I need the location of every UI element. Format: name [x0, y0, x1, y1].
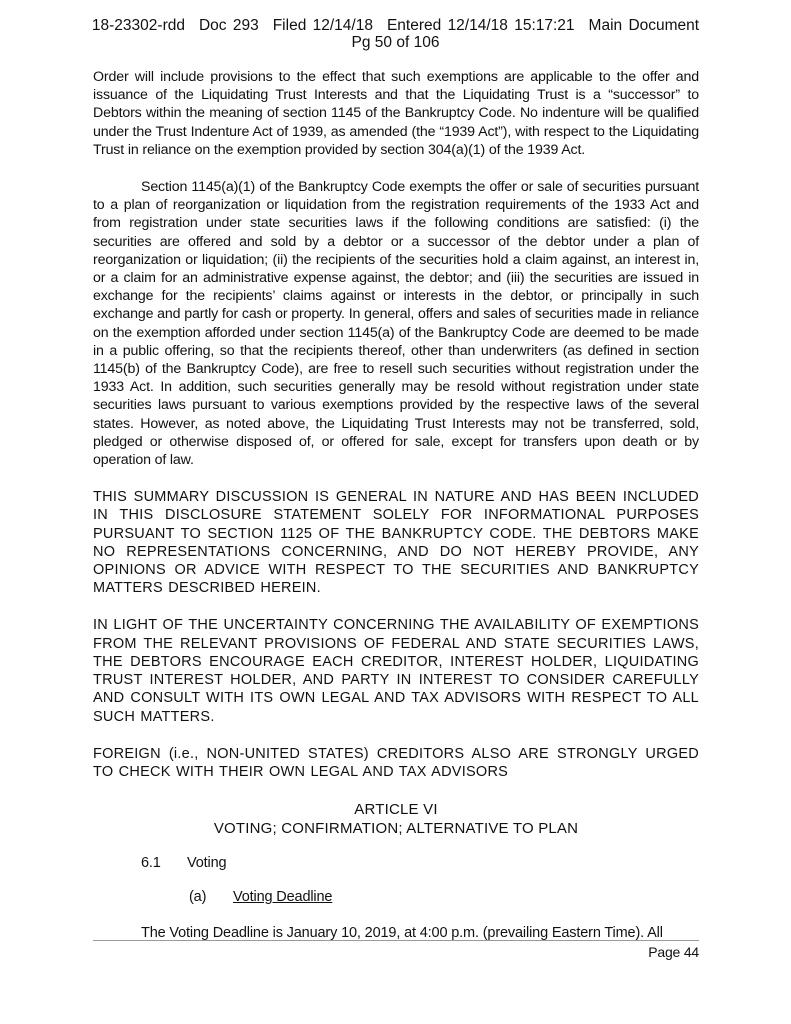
section-title: Voting	[187, 855, 227, 872]
section-heading	[93, 854, 699, 872]
disclaimer-foreign-creditors: FOREIGN (i.e., NON-UNITED STATES) CREDITORS ALSO ARE STRONGLY URGED TO CHECK WITH THEIR OWN LEGAL AND TAX ADVISORS	[93, 745, 699, 780]
paragraph-voting-deadline: The Voting Deadline is January 10, 2019, at 4:00 p.m. (prevailing Eastern Time). All	[141, 924, 663, 941]
disclaimer-summary: THIS SUMMARY DISCUSSION IS GENERAL IN NATURE AND HAS BEEN INCLUDED IN THIS DISCLOSURE STATEMENT SOLELY FOR INFORMATIONAL PURPOSES PURSUANT TO SECTION 1125 OF THE BANKRUPTCY CODE. THE DEBTORS MAKE NO REPRESENTATIONS CONCERNING, AND DO NOT HEREBY PROVIDE, ANY OPINIONS OR ADVICE WITH RESPECT TO THE SECURITIES AND BANKRUPTCY MATTERS DESCRIBED HEREIN.	[93, 489, 699, 597]
article-title: VOTING; CONFIRMATION; ALTERNATIVE TO PLAN	[213, 820, 579, 838]
doc-number: Doc 293	[198, 17, 259, 34]
docket-header	[0, 17, 791, 51]
article-label: ARTICLE VI	[354, 801, 438, 819]
page-body	[93, 68, 699, 942]
entered-date: Entered 12/14/18 15:17:21	[386, 17, 575, 34]
paragraph-section-1145: Section 1145(a)(1) of the Bankruptcy Code exempts the offer or sale of securities pursuant to a plan of reorganization or liquidation from the registration requirements of the 1933 Act and from registration under state securities laws if the following conditions are satisfied: (i) the securities are offered and sold by a debtor or a successor of the debtor under a plan of reorganization or liquidation; (ii) the recipients of the securities hold a claim against, an interest in, or a claim for an administrative expense against, the debtor; and (iii) the securities are issued in exchange for the recipients’ claims against or interests in the debtor, or principally in such exchange and partly for cash or property. In general, offers and sales of securities made in reliance on the exemption afforded under section 1145(a) of the Bankruptcy Code are deemed to be made in a public offering, so that the recipients thereof, other than underwriters (as defined in section 1145(b) of the Bankruptcy Code), are free to resell such securities without registration under the 1933 Act. In addition, such securities generally may be resold without registration under state securities laws pursuant to various exemptions provided by the respective laws of the several states. However, as noted above, the Liquidating Trust Interests may not be transferred, sold, pledged or otherwise disposed of, or offered for sale, except for transfers upon death or by operation of law.	[93, 179, 699, 469]
subsection-title: Voting Deadline	[233, 889, 333, 906]
page-number: Page 44	[648, 944, 699, 960]
paragraph-continuation: Order will include provisions to the effect that such exemptions are applicable to the offer and issuance of the Liquidating Trust Interests and that the Liquidating Trust is a “successor” to Debtors within the meaning of section 1145 of the Bankruptcy Code. No indenture will be qualified under the Trust Indenture Act of 1939, as amended (the “1939 Act”), with respect to the Liquidating Trust in reliance on the exemption provided by section 304(a)(1) of the 1939 Act.	[93, 69, 699, 158]
docket-header-line	[0, 17, 791, 34]
section-number: 6.1	[141, 855, 161, 872]
filed-date: Filed 12/14/18	[272, 17, 373, 34]
document-label: Main Document	[588, 17, 700, 34]
subsection-number: (a)	[189, 889, 207, 906]
subsection-heading	[93, 888, 699, 906]
case-number: 18-23302-rdd	[91, 17, 185, 34]
page-of-total: Pg 50 of 106	[351, 34, 440, 51]
article-heading	[93, 800, 699, 838]
disclaimer-uncertainty: IN LIGHT OF THE UNCERTAINTY CONCERNING THE AVAILABILITY OF EXEMPTIONS FROM THE RELEVANT PROVISIONS OF FEDERAL AND STATE SECURITIES LAWS, THE DEBTORS ENCOURAGE EACH CREDITOR, INTEREST HOLDER, LIQUIDATING TRUST INTEREST HOLDER, AND PARTY IN INTEREST TO CONSIDER CAREFULLY AND CONSULT WITH ITS OWN LEGAL AND TAX ADVISORS WITH RESPECT TO ALL SUCH MATTERS.	[93, 617, 699, 725]
footer-rule	[93, 940, 699, 941]
